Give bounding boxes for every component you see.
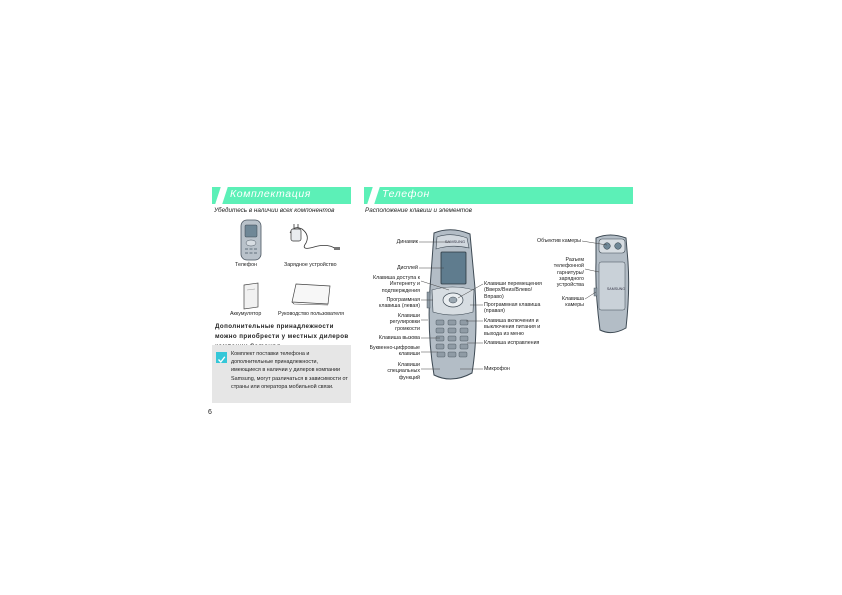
label-right-soft-key: Программная клавиша (правая) [484, 302, 541, 315]
label-power-key: Клавиша включения и выключения питания и выхода из меню [484, 318, 541, 337]
page-number: 6 [208, 409, 212, 416]
item-caption-manual: Руководство пользователя [278, 311, 344, 317]
label-microphone: Микрофон [484, 366, 510, 372]
label-camera-lens: Объектив камеры [536, 238, 581, 244]
section-title: Комплектация [230, 188, 311, 200]
section-subtitle: Убедитесь в наличии всех компонентов [214, 207, 335, 214]
label-camera-key: Клавиша камеры [561, 296, 584, 309]
label-headset-jack: Разъем телефонной гарнитуры/зарядного устройства [553, 257, 584, 289]
section-subtitle: Расположение клавиш и элементов [365, 207, 472, 214]
label-left-soft-key: Программная клавиша (левая) [379, 297, 420, 310]
back-brand-mark: SAMSUNG [606, 287, 626, 291]
label-speaker: Динамик [396, 239, 418, 245]
label-volume-keys: Клавиши регулировки громкости [389, 313, 420, 332]
section-title: Телефон [382, 188, 430, 200]
label-internet-key: Клавиша доступа к Интернету и подтверждения [373, 275, 420, 294]
label-special-keys: Клавиши специальных функций [387, 362, 420, 381]
front-brand-mark: SAMSUNG [444, 239, 466, 244]
item-caption-charger: Зарядное устройство [284, 262, 337, 268]
item-caption-battery: Аккумулятор [230, 311, 262, 317]
optional-accessories-text: Дополнительные принадлежности можно приобрести у местных дилеров [215, 323, 349, 340]
label-clear-key: Клавиша исправления [484, 340, 540, 346]
label-display: Дисплей [396, 265, 418, 271]
label-navigation-keys: Клавиши перемещения (Вверх/Вниз/Влево/Вправо) [484, 281, 542, 300]
item-caption-phone: Телефон [235, 262, 257, 268]
label-call-key: Клавиша вызова [378, 335, 420, 341]
note-text: Комплект поставки телефона и дополнительные принадлежности, имеющиеся в наличии у дилеров компании Samsung, могут различаться в зависимости от страны или оператора мобильной связи. [231, 351, 348, 390]
label-alphanumeric-keys: Буквенно-цифровые клавиши [369, 345, 420, 358]
